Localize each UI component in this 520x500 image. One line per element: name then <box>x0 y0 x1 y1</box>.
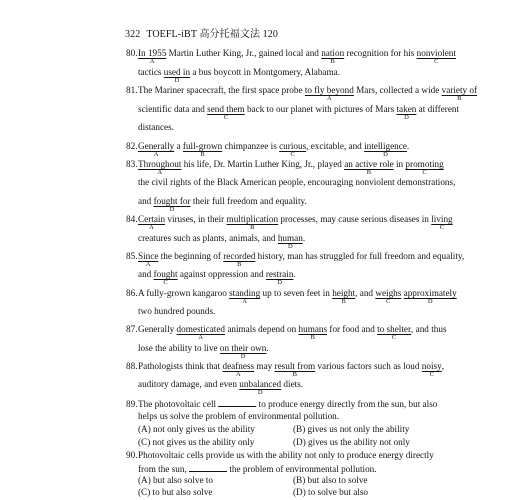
option-a-text: domesticated <box>176 324 226 334</box>
label-c: C <box>434 58 439 65</box>
label-b: B <box>200 151 205 158</box>
sentence-text: and <box>138 269 154 279</box>
question-number: 87. <box>126 324 138 334</box>
sentence-text: creatures such as plants, animals, and <box>138 233 278 243</box>
sentence-text: a bus boycott in Montgomery, Alabama. <box>190 67 341 77</box>
sentence-text: at different <box>416 104 460 114</box>
sentence-text: may <box>254 361 275 371</box>
label-b: B <box>457 95 462 102</box>
choice-b: (B) gives us not only the ability <box>293 424 410 434</box>
option-c-text: curious <box>279 141 307 151</box>
question-84-line-2 <box>138 233 306 250</box>
sentence-text: Pathologists think that <box>138 361 223 371</box>
sentence-text: , and <box>355 288 376 298</box>
label-c: C <box>391 334 397 341</box>
sentence-text: Photovoltaic cells provide us with the ability not only to produce energy directly <box>138 450 434 460</box>
sentence-text: distances. <box>138 122 174 132</box>
question-85-line-2 <box>138 269 296 286</box>
label-c: C <box>429 371 434 378</box>
option-c-text: nonviolent <box>416 48 456 58</box>
question-88-line-2 <box>138 379 304 396</box>
page-header <box>125 25 278 40</box>
sentence-text: The Mariner spacecraft, the first space probe <box>138 85 305 95</box>
option-b-text: recorded <box>223 251 256 261</box>
option-b-text: an active role <box>344 159 394 169</box>
option-b-text: variety of <box>441 85 478 95</box>
question-83-line-2 <box>138 177 455 188</box>
option-d-text: restrain <box>265 269 294 279</box>
sentence-text: back to our planet with pictures of Mars <box>244 104 397 114</box>
question-number: 84. <box>126 214 138 224</box>
label-a: A <box>149 224 154 231</box>
sentence-text: diets. <box>281 379 304 389</box>
label-d: D <box>404 114 409 121</box>
question-87-line-2 <box>138 343 269 360</box>
sentence-text: and <box>138 196 154 206</box>
label-a: A <box>326 95 332 102</box>
label-a: A <box>145 261 151 268</box>
sentence-text: for food and <box>327 324 378 334</box>
label-b: B <box>310 334 315 341</box>
question-number: 85. <box>126 251 138 261</box>
sentence-text: history, man has struggled for full freedom and equality, <box>255 251 465 261</box>
sentence-text: the problem of environmental pollution. <box>227 464 377 474</box>
sentence-text: , and thus <box>411 324 447 334</box>
choice-a: (A) but also solve to <box>138 475 214 485</box>
label-a: A <box>149 58 155 65</box>
sentence-text: auditory damage, and even <box>138 379 240 389</box>
question-number: 86. <box>126 288 138 298</box>
question-83-line-1 <box>126 159 444 176</box>
option-d-text: approximately <box>403 288 457 298</box>
label-b: B <box>237 261 242 268</box>
sentence-text: viruses, in their <box>165 214 227 224</box>
question-80-line-2 <box>138 67 341 84</box>
label-b: B <box>292 371 297 378</box>
sentence-text: against oppression and <box>177 269 266 279</box>
option-d-text: human <box>277 233 303 243</box>
question-90-line-2 <box>138 463 377 475</box>
question-89-line-1 <box>126 398 437 410</box>
label-d: D <box>427 298 433 305</box>
question-80-line-1 <box>126 48 456 65</box>
question-81-line-3 <box>138 122 174 133</box>
sentence-text: their full freedom and equality. <box>190 196 307 206</box>
label-d: D <box>257 389 263 396</box>
option-d-text: taken <box>396 104 417 114</box>
option-c-text: noisy <box>421 361 442 371</box>
sentence-text: . <box>302 233 306 243</box>
sentence-text: recognition for his <box>344 48 417 58</box>
question-85-line-1 <box>126 251 465 268</box>
question-number: 89. <box>126 399 138 409</box>
sentence-text: . <box>293 269 296 279</box>
option-b-text: humans <box>298 324 328 334</box>
sentence-text: up to seven feet in <box>260 288 333 298</box>
question-86-line-2 <box>138 306 215 317</box>
question-number: 81. <box>126 85 138 95</box>
option-d-text: fought for <box>153 196 191 206</box>
label-c: C <box>439 224 445 231</box>
option-a-text: deafness <box>222 361 255 371</box>
label-a: A <box>153 151 159 158</box>
label-c: C <box>386 298 391 305</box>
label-c: C <box>163 279 168 286</box>
choice-b: (B) but also to solve <box>293 475 368 485</box>
sentence-text: processes, may cause serious diseases in <box>278 214 432 224</box>
choice-d: (D) to solve but also <box>293 487 369 497</box>
label-a: A <box>157 169 163 176</box>
sentence-text: chimpanzee is <box>222 141 280 151</box>
sentence-text: helps us solve the problem of environmental pollution. <box>138 411 340 421</box>
label-b: B <box>330 58 335 65</box>
option-b-text: height <box>332 288 356 298</box>
choice-a: (A) not only gives us the ability <box>138 424 255 434</box>
label-a: A <box>235 371 241 378</box>
option-d-text: unbalanced <box>239 379 282 389</box>
label-c: C <box>223 114 229 121</box>
sentence-text: two hundred pounds. <box>138 306 216 316</box>
option-c-text: send them <box>207 104 245 114</box>
label-d: D <box>287 243 293 250</box>
label-b: B <box>366 169 372 176</box>
sentence-text: scientific data and <box>138 104 208 114</box>
sentence-text: Generally <box>138 324 177 334</box>
choice-c: (C) to but also solve <box>138 487 213 497</box>
label-a: A <box>242 298 248 305</box>
sentence-text: from the sun, <box>138 464 190 474</box>
sentence-text: Mars, collected a wide <box>353 85 442 95</box>
book-title: TOEFL-iBT 高分托福文法 120 <box>146 29 278 40</box>
sentence-text: , excitable, and <box>306 141 365 151</box>
label-d: D <box>174 77 180 84</box>
question-number: 83. <box>126 159 138 169</box>
option-c-text: living <box>431 214 453 224</box>
option-b-text: result from <box>274 361 316 371</box>
sentence-text: a <box>174 141 183 151</box>
sentence-text: tactics <box>138 67 164 77</box>
question-87-line-1 <box>126 324 447 341</box>
option-a-text: to fly beyond <box>304 85 354 95</box>
choice-d: (D) gives us the ability not only <box>293 437 410 447</box>
question-number: 82. <box>126 141 138 151</box>
sentence-text: lose the ability to live <box>138 343 220 353</box>
question-81-line-1 <box>126 85 478 102</box>
option-a-text: Certain <box>138 214 166 224</box>
sentence-text: various factors such as loud <box>315 361 422 371</box>
option-d-text: used in <box>163 67 191 77</box>
sentence-text: animals depend on <box>225 324 299 334</box>
sentence-text: in <box>393 159 406 169</box>
sentence-text: the civil rights of the Black American people, encouraging nonviolent demonstrations, <box>138 177 456 187</box>
answer-blank <box>189 463 227 472</box>
question-83-line-3 <box>138 196 307 213</box>
option-d-text: intelligence <box>364 141 407 151</box>
question-number: 88. <box>126 361 138 371</box>
label-c: C <box>290 151 295 158</box>
sentence-text: . <box>266 343 269 353</box>
option-a-text: Since <box>138 251 159 261</box>
question-86-line-1 <box>126 288 457 305</box>
sentence-text: , <box>441 361 444 371</box>
label-b: B <box>250 224 255 231</box>
label-d: D <box>383 151 388 158</box>
question-81-line-2 <box>138 104 460 121</box>
label-b: B <box>341 298 346 305</box>
answer-blank <box>218 398 256 407</box>
label-d: D <box>169 206 175 213</box>
question-88-line-1 <box>126 361 444 378</box>
option-a-text: Throughout <box>138 159 182 169</box>
question-82-line-1 <box>126 141 410 158</box>
sentence-text: to produce energy directly from the sun, but also <box>256 399 438 409</box>
question-number: 80. <box>126 48 138 58</box>
option-d-text: on their own <box>219 343 267 353</box>
sentence-text: . <box>406 141 410 151</box>
sentence-text: A fully-grown kangaroo <box>138 288 230 298</box>
choice-c: (C) not gives us the ability only <box>138 437 255 447</box>
sentence-text: The photovoltaic cell <box>138 399 219 409</box>
page-number: 322 <box>125 29 141 40</box>
sentence-text: Martin Luther King, Jr., gained local and <box>166 48 322 58</box>
option-b-text: nation <box>321 48 345 58</box>
option-a-text: Generally <box>138 141 175 151</box>
label-d: D <box>277 279 282 286</box>
option-c-text: promoting <box>405 159 444 169</box>
question-84-line-1 <box>126 214 453 231</box>
sentence-text: the beginning of <box>158 251 224 261</box>
label-c: C <box>422 169 427 176</box>
option-a-text: In 1955 <box>138 48 167 58</box>
option-c-text: to shelter <box>377 324 412 334</box>
option-c-text: fought <box>153 269 178 279</box>
question-number: 90. <box>126 450 138 460</box>
option-b-text: multiplication <box>226 214 279 224</box>
option-c-text: weighs <box>375 288 402 298</box>
label-a: A <box>198 334 204 341</box>
question-89-line-2 <box>138 411 339 422</box>
label-d: D <box>240 353 246 360</box>
option-a-text: standing <box>229 288 261 298</box>
question-90-line-1 <box>126 450 434 461</box>
sentence-text: his life, Dr. Martin Luther King, Jr., played <box>181 159 345 169</box>
option-b-text: full-grown <box>182 141 223 151</box>
